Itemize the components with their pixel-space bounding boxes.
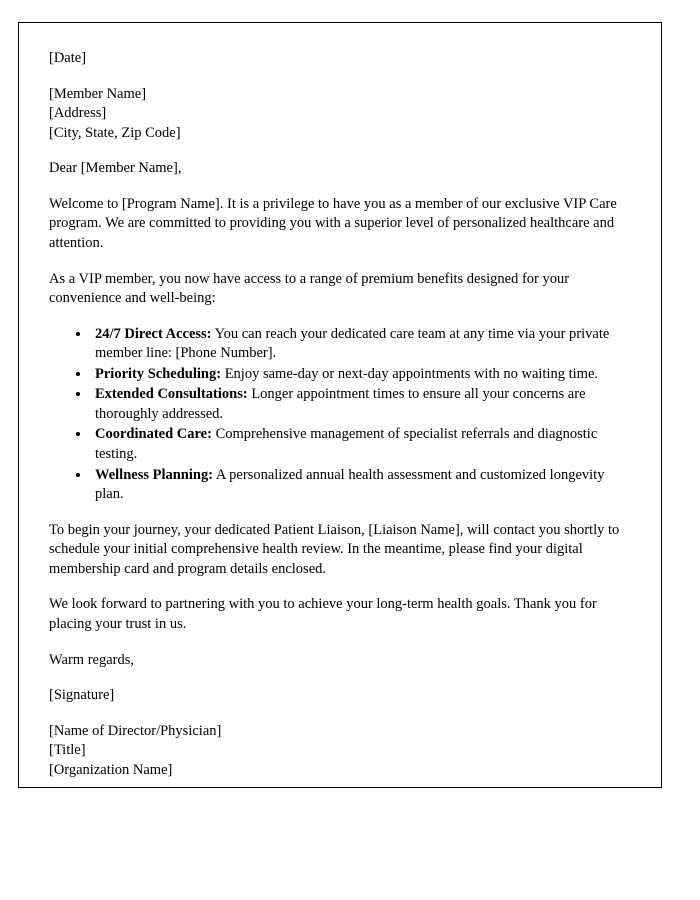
signature-placeholder: [Signature]: [49, 687, 115, 704]
signature-block: [49, 686, 627, 706]
paragraph-liaison: To begin your journey, your dedicated Patient Liaison, [Liaison Name], will contact you shortly to schedule your initial comprehensive health review. In the meantime, please find your digital membership card and program details enclosed.: [49, 521, 620, 577]
benefit-description: You can reach your dedicated care team at any time via your private member line: [Phone Number].: [95, 325, 610, 362]
signer-name: [Name of Director/Physician]: [49, 722, 222, 739]
letter-page: [18, 22, 662, 788]
signer-block: [49, 722, 627, 781]
benefit-description: Comprehensive management of specialist referrals and diagnostic testing.: [95, 426, 598, 462]
signer-organization: [Organization Name]: [49, 761, 173, 778]
benefit-term: 24/7 Direct Access:: [95, 325, 212, 342]
salutation: Dear [Member Name],: [49, 160, 182, 177]
benefit-description: A personalized annual health assessment and customized longevity plan.: [95, 466, 605, 503]
recipient-address-block: [49, 85, 627, 144]
benefit-description: Longer appointment times to ensure all your concerns are thoroughly addressed.: [95, 386, 586, 422]
benefit-term: Wellness Planning:: [95, 466, 214, 483]
paragraph-closing-statement: We look forward to partnering with you to achieve your long-term health goals. Thank you for placing your trust in us.: [49, 596, 597, 632]
benefit-description: Enjoy same-day or next-day appointments with no waiting time.: [221, 365, 599, 382]
closing-block: [49, 651, 627, 671]
paragraph-benefits-intro: As a VIP member, you now have access to a range of premium benefits designed for your convenience and well-being:: [49, 270, 570, 307]
list-item: [91, 385, 627, 424]
list-item: [91, 365, 627, 385]
recipient-city-state-zip: [City, State, Zip Code]: [49, 124, 181, 141]
benefit-term: Extended Consultations:: [95, 386, 248, 403]
benefits-list: [49, 325, 627, 505]
signer-title: [Title]: [49, 742, 86, 759]
date-line: [Date]: [49, 50, 87, 66]
letter-body: [19, 23, 661, 816]
list-item: [91, 325, 627, 364]
date-block: [49, 49, 627, 69]
salutation-block: [49, 159, 627, 179]
recipient-address: [Address]: [49, 105, 107, 122]
list-item: [91, 466, 627, 505]
benefit-term: Priority Scheduling:: [95, 365, 222, 382]
closing-salutation: Warm regards,: [49, 651, 134, 668]
paragraph-welcome: Welcome to [Program Name]. It is a privilege to have you as a member of our exclusive VIP Care program. We are committed to providing you with a superior level of personalized healthcare and attention.: [49, 195, 617, 251]
benefit-term: Coordinated Care:: [95, 426, 212, 443]
list-item: [91, 425, 627, 464]
recipient-name: [Member Name]: [49, 85, 147, 102]
